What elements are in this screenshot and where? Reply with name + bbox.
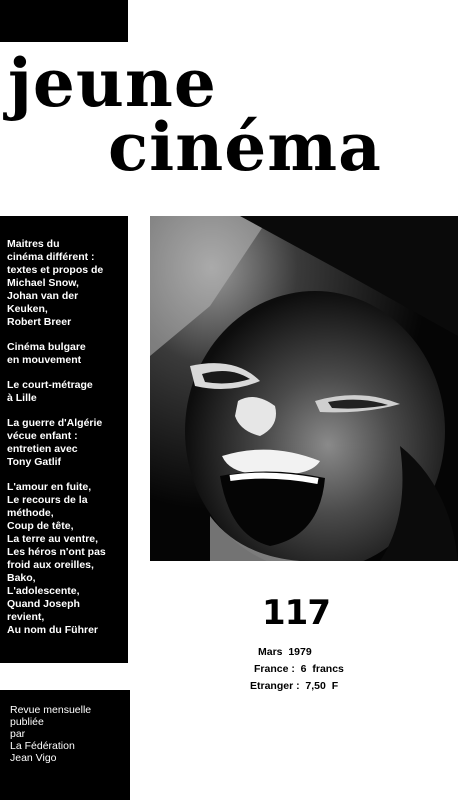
masthead-title-cinema: cinéma — [108, 108, 382, 186]
cover-photo — [150, 216, 458, 561]
header-black-block — [0, 0, 128, 42]
contents-entry: Le court-métrage à Lille — [7, 379, 93, 404]
issue-date: Mars 1979 — [258, 646, 312, 658]
issue-info — [250, 644, 410, 695]
masthead-title-jeune: jeune — [8, 44, 217, 122]
issue-number: 117 — [262, 593, 330, 633]
price-foreign: Etranger : 7,50 F — [250, 680, 339, 692]
contents-entry: Cinéma bulgare en mouvement — [7, 341, 86, 366]
contents-entry: Maitres du cinéma différent : textes et propos de Michael Snow, Johan van der Keuken, Robert Breer — [7, 238, 104, 328]
price-france: France : 6 francs — [254, 663, 344, 675]
contents-entry: La guerre d'Algérie vécue enfant : entretien avec Tony Gatlif — [7, 417, 103, 468]
contents-entry: L'amour en fuite, Le recours de la méthode, Coup de tête, La terre au ventre, Les héros n'ont pas froid aux oreilles, Bako, L'adolescente, Quand Joseph revient, Au nom du Führer — [7, 481, 106, 636]
contents-sidebar — [0, 216, 128, 663]
publisher-box: Revue mensuelle publiée par La Fédération Jean Vigo — [0, 690, 130, 800]
